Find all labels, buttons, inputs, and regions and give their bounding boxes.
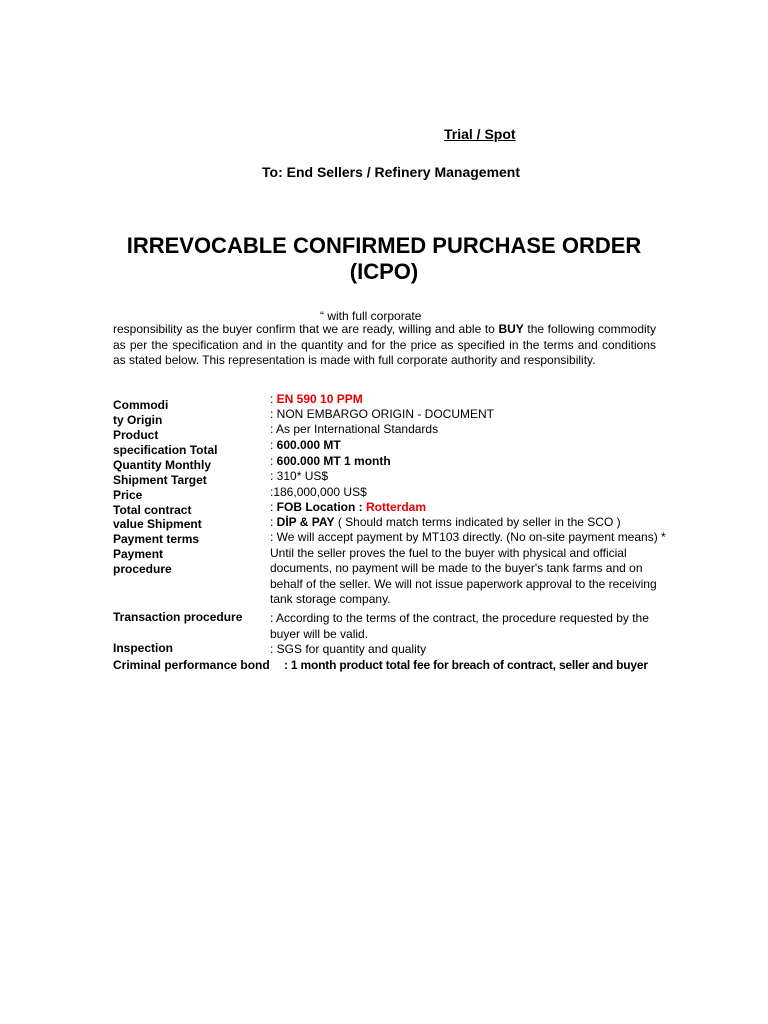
document-title: IRREVOCABLE CONFIRMED PURCHASE ORDER	[126, 233, 642, 258]
value-specification: : As per International Standards	[270, 422, 439, 436]
label-procedure: procedure	[113, 562, 172, 576]
label-transaction-procedure: Transaction procedure	[113, 610, 243, 624]
value-payment-procedure: : We will accept payment by MT103 directly. (No on-site payment means) * Until the seller proves the fuel to the buyer with physical and official documents, no payment will be made to the buyer's tank farms and on behalf of the seller. We will not issue paperwork approval to the receiving tank storage company.	[270, 530, 666, 606]
commodity-name: EN 590 10 PPM	[276, 392, 363, 406]
value-target-price: : 310* US$	[270, 469, 329, 483]
value-commodity: : EN 590 10 PPM	[270, 392, 363, 406]
label-value-shipment: value Shipment	[113, 517, 202, 531]
buy-keyword: BUY	[498, 322, 524, 336]
value-contract-total: :186,000,000 US$	[270, 485, 367, 499]
value-shipment: : FOB Location : Rotterdam	[270, 500, 427, 514]
label-inspection: Inspection	[113, 641, 174, 655]
intro-paragraph	[113, 322, 656, 369]
intro-text-a: responsibility as the buyer confirm that we are ready, willing and able to	[113, 322, 499, 336]
recipient-line: To: End Sellers / Refinery Management	[262, 164, 521, 180]
value-transaction-procedure: : According to the terms of the contract, the procedure requested by the buyer will be valid.	[270, 611, 649, 641]
value-total-quantity: : 600.000 MT	[270, 438, 341, 452]
value-origin: : NON EMBARGO ORIGIN - DOCUMENT	[270, 407, 495, 421]
value-inspection: : SGS for quantity and quality	[270, 642, 427, 656]
value-payment-terms: : DİP & PAY ( Should match terms indicated by seller in the SCO )	[270, 515, 621, 529]
intro-text-b: the following commodity as per the specification and in the quantity and for the price as specified in the terms and conditions as stated below. This representation is made with full corporate authority and responsibility.	[113, 322, 656, 367]
label-commodity-2: ty Origin	[113, 413, 163, 427]
trial-spot-heading: Trial / Spot	[444, 126, 516, 142]
label-quantity: Quantity Monthly	[113, 458, 211, 472]
shipment-location: Rotterdam	[366, 500, 427, 514]
label-price: Price	[113, 488, 143, 502]
label-payment-terms: Payment terms	[113, 532, 200, 546]
document-title-abbreviation: (ICPO)	[349, 259, 419, 284]
value-criminal-bond: : 1 month product total fee for breach of contract, seller and buyer	[284, 658, 648, 672]
label-shipment-target: Shipment Target	[113, 473, 207, 487]
label-specification: specification Total	[113, 443, 218, 457]
label-total-contract: Total contract	[113, 503, 192, 517]
label-product: Product	[113, 428, 159, 442]
label-commodity-1: Commodi	[113, 398, 169, 412]
intro-lead: “ with full corporate	[320, 309, 422, 323]
label-criminal-bond: Criminal performance bond	[113, 658, 270, 672]
label-payment: Payment	[113, 547, 164, 561]
value-monthly-quantity: : 600.000 MT 1 month	[270, 454, 391, 468]
